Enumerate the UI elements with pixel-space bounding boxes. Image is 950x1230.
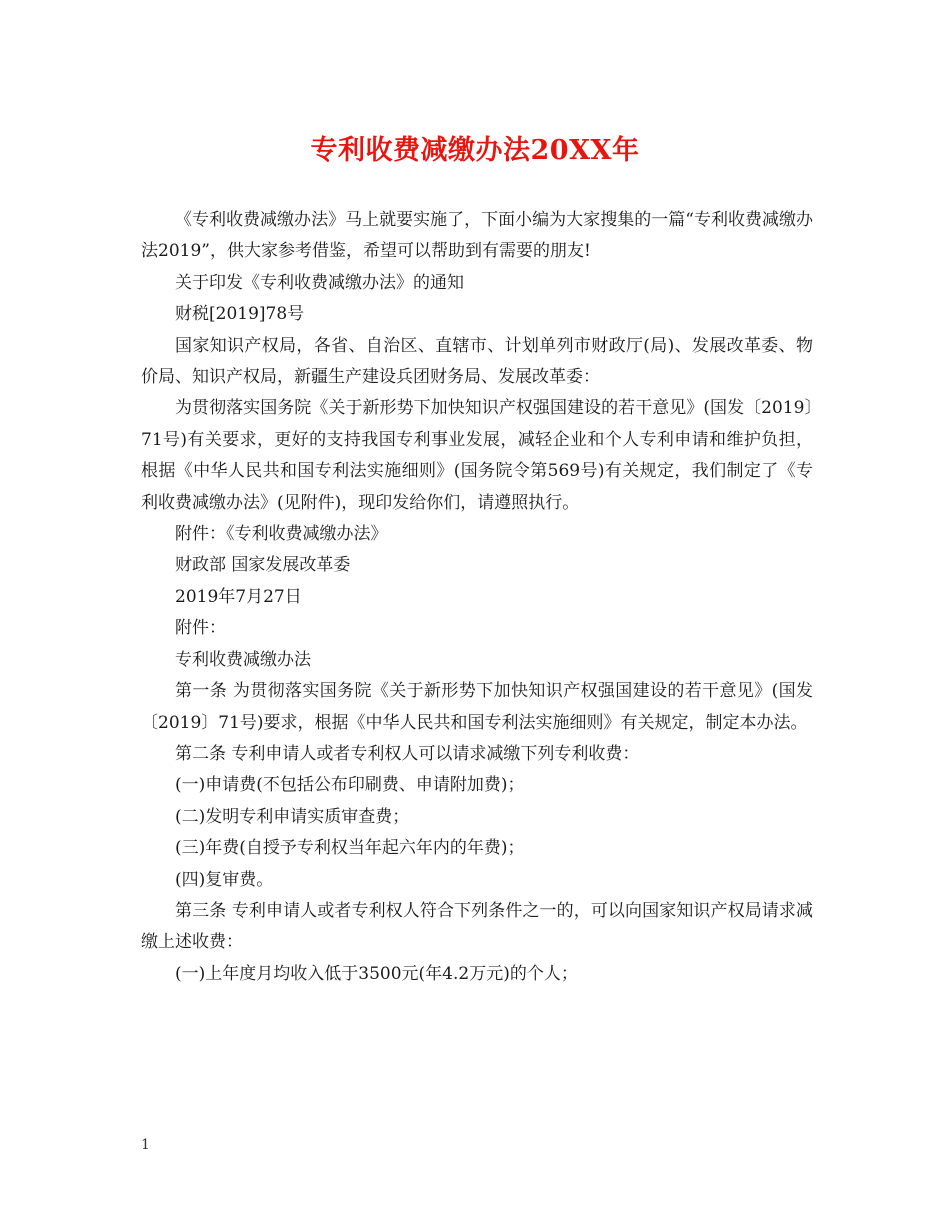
paragraph-date: 2019年7月27日	[175, 586, 302, 607]
document-title: 专利收费减缴办法20XX年	[310, 135, 640, 166]
paragraph-measures-title: 专利收费减缴办法	[175, 649, 311, 670]
paragraph-article-2-item-4: (四)复审费。	[175, 869, 274, 890]
paragraph-article-2-item-1: (一)申请费(不包括公布印刷费、申请附加费)；	[175, 775, 525, 796]
paragraph-article-3: 第三条 专利申请人或者专利权人符合下列条件之一的，可以向国家知识产权局请求减缴上述收费：	[141, 900, 813, 953]
paragraph-article-2-item-3: (三)年费(自授予专利权当年起六年内的年费)；	[175, 838, 525, 859]
paragraph-article-3-item-1: (一)上年度月均收入低于3500元(年4.2万元)的个人；	[175, 963, 578, 984]
paragraph-notice-title: 关于印发《专利收费减缴办法》的通知	[175, 272, 464, 293]
paragraph-notice-body: 为贯彻落实国务院《关于新形势下加快知识产权强国建设的若干意见》(国发〔2019〕71号)有关要求，更好的支持我国专利事业发展，减轻企业和个人专利申请和维护负担，根据《中华人民共和国专利法实施细则》(国务院令第569号)有关规定，我们制定了《专利收费减缴办法》(见附件)，现印发给你们，请遵照执行。	[141, 398, 813, 513]
paragraph-attachment-ref: 附件：《专利收费减缴办法》	[175, 524, 388, 545]
paragraph-issuers: 财政部 国家发展改革委	[175, 555, 351, 576]
page-number: 1	[141, 1137, 150, 1153]
paragraph-attachment-label: 附件：	[175, 618, 226, 639]
paragraph-article-2: 第二条 专利申请人或者专利权人可以请求减缴下列专利收费：	[175, 743, 640, 764]
paragraph-article-1: 第一条 为贯彻落实国务院《关于新形势下加快知识产权强国建设的若干意见》(国发〔2019〕71号)要求，根据《中华人民共和国专利法实施细则》有关规定，制定本办法。	[141, 681, 813, 733]
paragraph-recipients: 国家知识产权局，各省、自治区、直辖市、计划单列市财政厅(局)、发展改革委、物价局、知识产权局，新疆生产建设兵团财务局、发展改革委：	[141, 335, 813, 388]
paragraph-doc-number: 财税[2019]78号	[175, 304, 305, 325]
paragraph-article-2-item-2: (二)发明专利申请实质审查费；	[175, 806, 410, 827]
document-body	[141, 205, 813, 990]
paragraph-intro: 《专利收费减缴办法》马上就要实施了，下面小编为大家搜集的一篇“专利收费减缴办法2019”，供大家参考借鉴，希望可以帮助到有需要的朋友!	[141, 210, 813, 262]
